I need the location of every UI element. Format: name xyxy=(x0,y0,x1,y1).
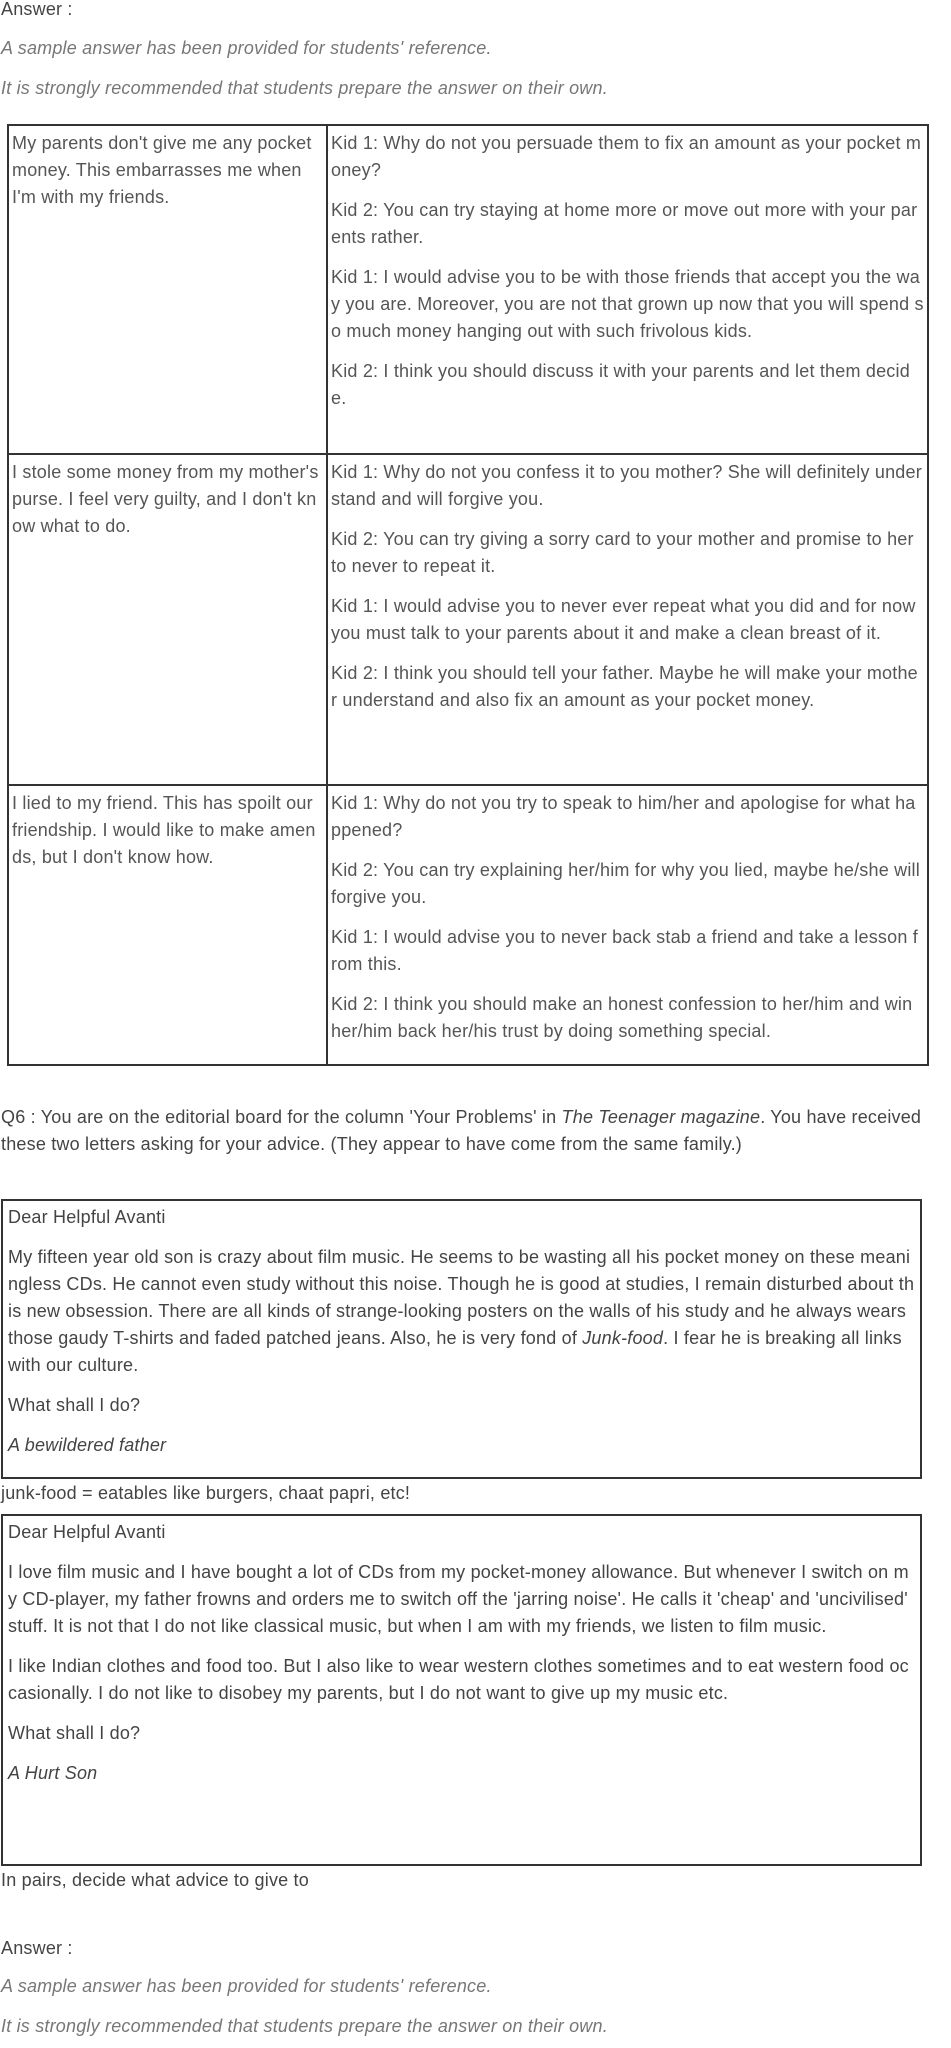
letter-body xyxy=(8,1244,915,1379)
letter-question: What shall I do? xyxy=(8,1395,141,1415)
advice-line: Kid 1: I would advise you to be with those friends that accept you the way you are. Moreover, you are not that grown up now that you will spend so much money hanging out with such frivolous kids. xyxy=(331,267,924,341)
answer-note-sample: A sample answer has been provided for students' reference. xyxy=(1,1976,492,1996)
question-6 xyxy=(1,1104,931,1158)
answer-label: Answer : xyxy=(1,0,73,19)
answer-label: Answer : xyxy=(1,1938,73,1958)
advice-line: Kid 1: Why do not you try to speak to him/her and apologise for what happened? xyxy=(331,793,916,840)
instruction: In pairs, decide what advice to give to xyxy=(1,1870,309,1890)
advice-cell xyxy=(327,454,928,785)
answer-note-recommendation: It is strongly recommended that students prepare the answer on their own. xyxy=(1,78,608,98)
table-row xyxy=(8,785,928,1065)
question-text-end: . You have received these two letters asking for your advice. (They appear to have come from the same family.) xyxy=(1,1107,922,1154)
table-row xyxy=(8,454,928,785)
letter-greeting: Dear Helpful Avanti xyxy=(8,1522,166,1542)
letter-question: What shall I do? xyxy=(8,1723,141,1743)
advice-line: Kid 2: I think you should discuss it with your parents and let them decide. xyxy=(331,361,910,408)
letter-greeting: Dear Helpful Avanti xyxy=(8,1207,166,1227)
problem-cell: I lied to my friend. This has spoilt our friendship. I would like to make amends, but I don't know how. xyxy=(8,785,327,1065)
advice-line: Kid 2: You can try explaining her/him for why you lied, maybe he/she will forgive you. xyxy=(331,860,920,907)
problem-cell: My parents don't give me any pocket money. This embarrasses me when I'm with my friends. xyxy=(8,125,327,454)
letter-signature: A Hurt Son xyxy=(8,1763,98,1783)
answer-note-sample: A sample answer has been provided for students' reference. xyxy=(1,38,492,58)
advice-cell xyxy=(327,785,928,1065)
magazine-title: The Teenager magazine xyxy=(561,1107,761,1127)
letter-paragraph: I like Indian clothes and food too. But I also like to wear western clothes sometimes and to eat western food occasionally. I do not like to disobey my parents, but I do not want to give up my music etc. xyxy=(8,1656,909,1703)
letter-son xyxy=(1,1514,922,1866)
answer-note-recommendation: It is strongly recommended that students prepare the answer on their own. xyxy=(1,2016,608,2036)
advice-line: Kid 2: You can try giving a sorry card to your mother and promise to her to never to repeat it. xyxy=(331,529,914,576)
advice-line: Kid 1: Why do not you confess it to you mother? She will definitely understand and will forgive you. xyxy=(331,462,922,509)
letter-body-text: My fifteen year old son is crazy about film music. He seems to be wasting all his pocket money on these meaningless CDs. He cannot even study without this noise. Though he is good at studies, I remain disturbed about this new obsession. There are all kinds of strange-looking posters on the walls of his study and he always wears those gaudy T-shirts and faded patched jeans. Also, he is very fond of xyxy=(8,1247,915,1348)
table-row xyxy=(8,125,928,454)
advice-cell xyxy=(327,125,928,454)
advice-line: Kid 2: I think you should make an honest confession to her/him and win her/him back her/his trust by doing something special. xyxy=(331,994,913,1041)
advice-line: Kid 1: I would advise you to never back stab a friend and take a lesson from this. xyxy=(331,927,918,974)
problem-cell: I stole some money from my mother's purse. I feel very guilty, and I don't know what to do. xyxy=(8,454,327,785)
advice-line: Kid 1: I would advise you to never ever repeat what you did and for now you must talk to your parents about it and make a clean breast of it. xyxy=(331,596,916,643)
advice-line: Kid 2: I think you should tell your father. Maybe he will make your mother understand and also fix an amount as your pocket money. xyxy=(331,663,918,710)
letter-signature: A bewildered father xyxy=(8,1435,167,1455)
advice-table xyxy=(7,124,929,1066)
question-text: Q6 : You are on the editorial board for the column 'Your Problems' in xyxy=(1,1107,562,1127)
footnote: junk-food = eatables like burgers, chaat papri, etc! xyxy=(1,1483,411,1503)
letter-body-end: . I fear he is breaking all links with our culture. xyxy=(8,1328,902,1375)
letter-father xyxy=(1,1199,922,1479)
advice-line: Kid 2: You can try staying at home more or move out more with your parents rather. xyxy=(331,200,918,247)
advice-line: Kid 1: Why do not you persuade them to fix an amount as your pocket money? xyxy=(331,133,922,180)
junk-food-term: Junk-food xyxy=(582,1328,664,1348)
letter-paragraph: I love film music and I have bought a lot of CDs from my pocket-money allowance. But whenever I switch on my CD-player, my father frowns and orders me to switch off the 'jarring noise'. He calls it 'cheap' and 'uncivilised' stuff. It is not that I do not like classical music, but when I am with my friends, we listen to film music. xyxy=(8,1562,909,1636)
